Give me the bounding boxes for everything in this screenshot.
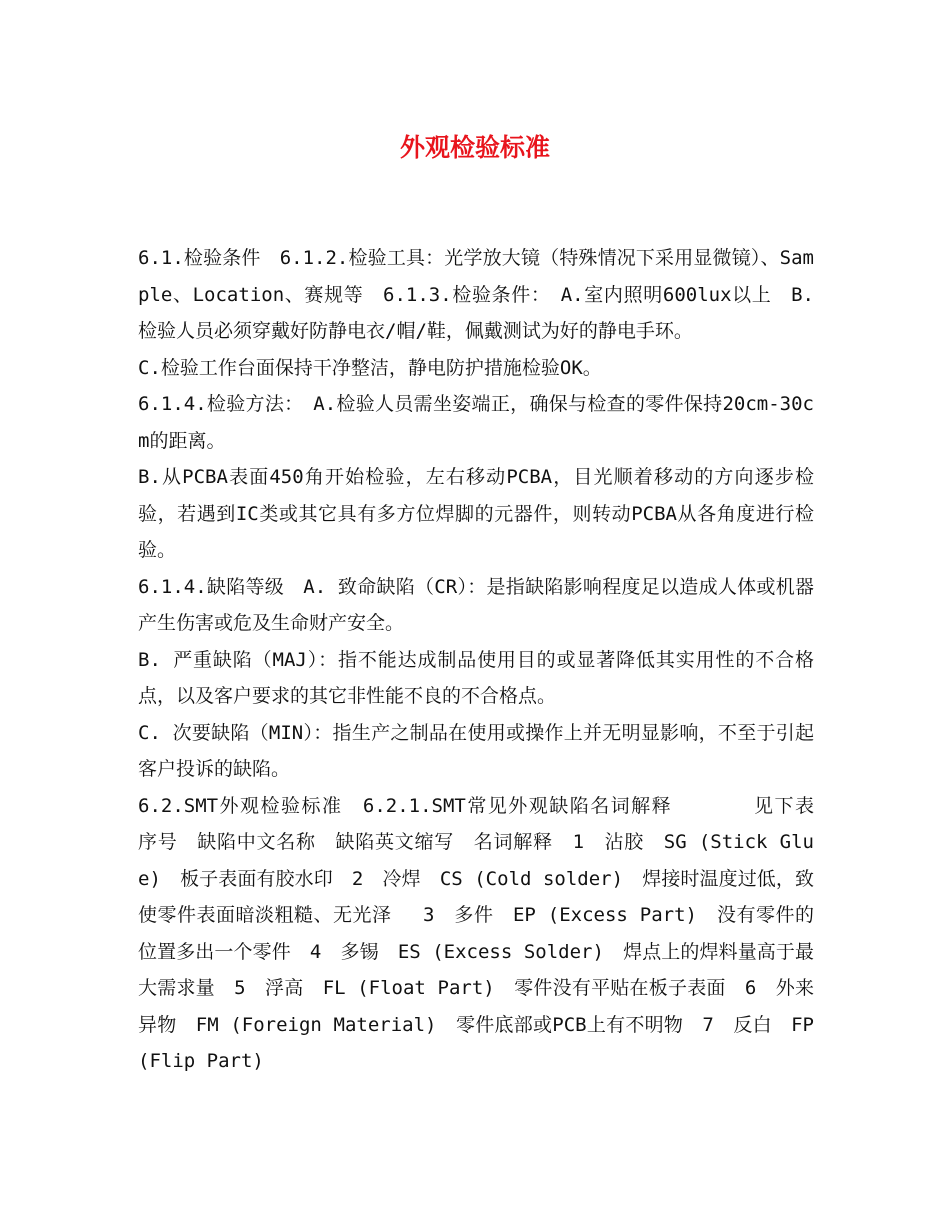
document-body — [138, 240, 834, 1080]
paragraph-critical-defect: 6.1.4.缺陷等级 A. 致命缺陷（CR）：是指缺陷影响程度足以造成人体或机器产生伤害或危及生命财产安全。 — [138, 575, 814, 634]
document-title: 外观检验标准 — [399, 133, 550, 162]
paragraph-smt-standard: 6.2.SMT外观检验标准 6.2.1.SMT常见外观缺陷名词解释 见下表 序号 缺陷中文名称 缺陷英文缩写 名词解释 1 沾胶 SG (Stick Glue) 板子表面有胶水印 2 冷焊 CS (Cold solder) 焊接时温度过低，致使零件表面暗淡粗糙、无光泽 3 多件 EP (Excess Part) 没有零件的位置多出一个零件 4 多锡 ES (Excess Solder) 焊点上的焊料量高于最大需求量 5 浮高 FL (Float Part) 零件没有平贴在板子表面 6 外来异物 FM (Foreign Material) 零件底部或PCB上有不明物 7 反白 FP (Flip Part) — [138, 794, 834, 1072]
paragraph-workbench: C.检验工作台面保持干净整洁，静电防护措施检验OK。 — [138, 356, 602, 379]
paragraph-inspection-conditions: 6.1.检验条件 6.1.2.检验工具：光学放大镜（特殊情况下采用显微镜）、Sample、Location、赛规等 6.1.3.检验条件： A.室内照明600lux以上 B.检验人员必须穿戴好防静电衣/帽/鞋，佩戴测试为好的静电手环。 — [138, 247, 814, 342]
paragraph-minor-defect: C. 次要缺陷（MIN）：指生产之制品在使用或操作上并无明显影响，不至于引起客户投诉的缺陷。 — [138, 721, 814, 780]
paragraph-inspection-angle: B.从PCBA表面450角开始检验，左右移动PCBA，目光顺着移动的方向逐步检验，若遇到IC类或其它具有多方位焊脚的元器件，则转动PCBA从各角度进行检验。 — [138, 466, 814, 561]
paragraph-major-defect: B. 严重缺陷（MAJ）：指不能达成制品使用目的或显著降低其实用性的不合格点，以及客户要求的其它非性能不良的不合格点。 — [138, 648, 814, 707]
paragraph-inspection-method: 6.1.4.检验方法： A.检验人员需坐姿端正，确保与检查的零件保持20cm-30cm的距离。 — [138, 393, 814, 452]
